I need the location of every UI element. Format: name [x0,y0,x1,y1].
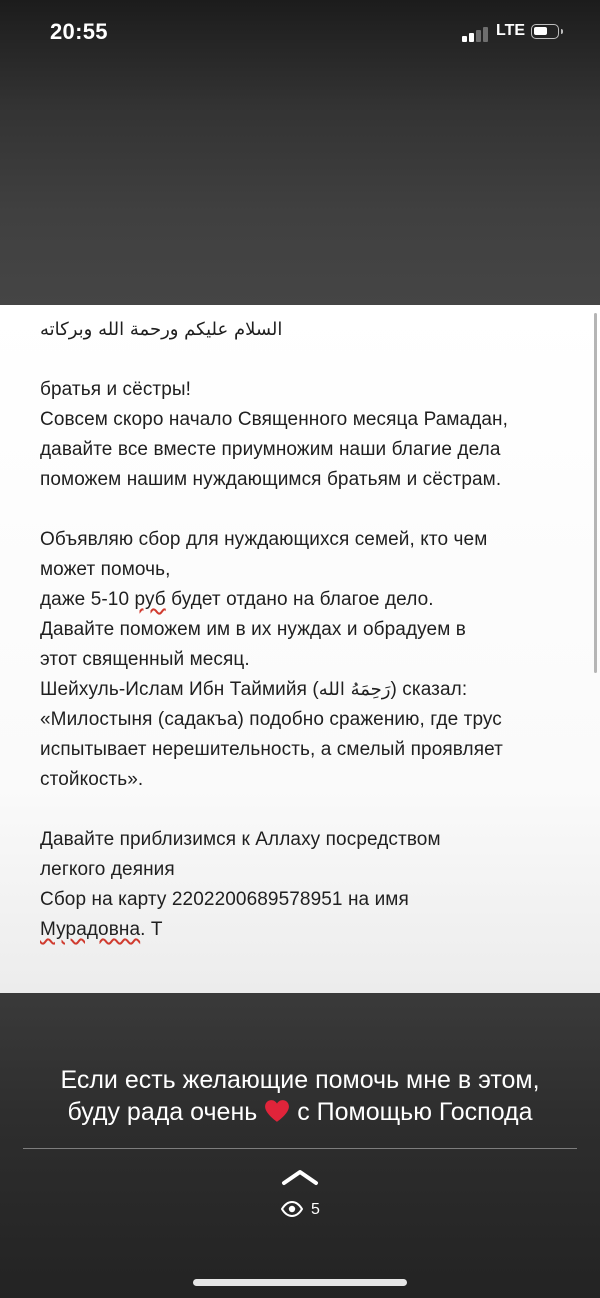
scroll-indicator [594,313,597,673]
battery-icon [531,24,559,39]
caption-text: с Помощью Господа [297,1098,533,1126]
note-line: этот священный месяц. [40,649,250,670]
story-background-bottom [0,993,600,1298]
note-line [40,915,570,945]
note-text-part: ) сказал: [390,679,468,700]
caption-line: Если есть желающие помочь мне в этом, [60,1066,540,1094]
status-bar [0,0,600,64]
note-line: может помочь, [40,559,171,580]
note-text-part: Шейхуль-Ислам Ибн Таймийя ( [40,679,319,700]
note-line: Совсем скоро начало Священного месяца Рамадан, [40,409,509,430]
divider [23,1148,577,1149]
note-text-part: . Т [140,919,163,940]
note-line: легкого деяния [40,859,175,880]
network-type: LTE [496,22,526,39]
note-line: давайте все вместе приумножим наши благие дела [40,439,501,460]
arabic-greeting: السلام عليكم ورحمة الله وبركاته [40,319,283,340]
note-line [40,585,570,615]
note-line: «Милостыня (садакъа) подобно сражению, где трус [40,709,502,730]
red-heart-icon [264,1099,290,1123]
caption-text: буду рада очень [67,1098,258,1126]
note-line: Объявляю сбор для нуждающихся семей, кто чем [40,529,488,550]
note-line: братья и сёстры! [40,379,192,400]
clock: 20:55 [50,19,108,44]
chevron-up-icon[interactable] [281,1168,319,1186]
note-text-part: будет отдано на благое дело. [171,589,434,610]
arabic-phrase: رَحِمَهُ الله [318,679,391,700]
note-line: Сбор на карту 2202200689578951 на имя [40,889,409,910]
caption-line [0,1096,600,1128]
note-line: поможем нашим нуждающимся братьям и сёстрам. [40,469,502,490]
note-screenshot [0,305,600,993]
note-line: испытывает нерешительность, а смелый проявляет [40,739,503,760]
note-text [40,315,570,945]
story-caption [0,1064,600,1128]
spellcheck-word: руб [134,589,166,610]
note-line [40,675,570,705]
home-indicator[interactable] [193,1279,407,1286]
note-line: стойкость». [40,769,144,790]
view-count: 5 [311,1201,320,1218]
note-text-part: даже 5-10 [40,589,130,610]
spellcheck-word: Мурадовна [40,919,141,940]
note-line: Давайте поможем им в их нуждах и обрадуем в [40,619,466,640]
note-line: Давайте приблизимся к Аллаху посредством [40,829,441,850]
cellular-signal-icon [462,24,492,42]
eye-icon [281,1201,303,1217]
